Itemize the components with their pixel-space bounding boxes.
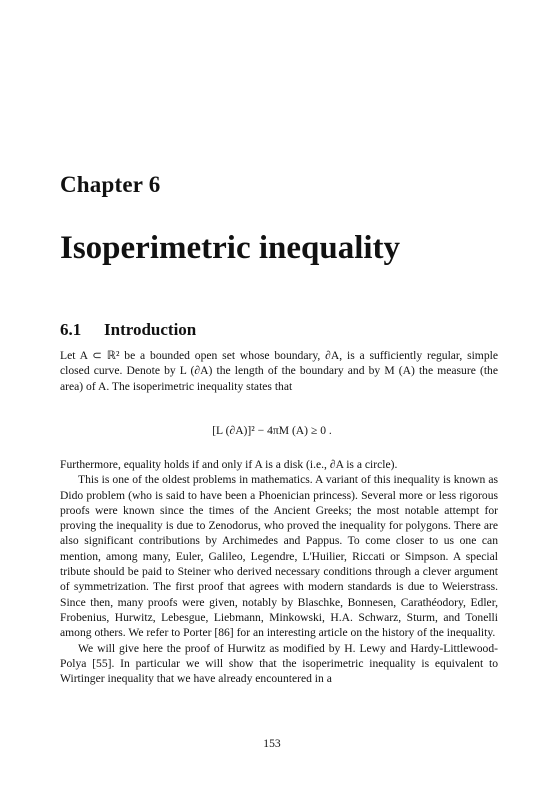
section-number: 6.1	[60, 320, 82, 339]
paragraph-body	[60, 457, 498, 686]
paragraph-definition: Let A ⊂ ℝ² be a bounded open set whose boundary, ∂A, is a sufficiently regular, simple closed curve. Denote by L (∂A) the length of the boundary and by M (A) the measure (the area) of A. The isoperimetric inequality states that	[60, 349, 498, 393]
chapter-title: Isoperimetric inequality	[60, 230, 401, 266]
paragraph-intro	[60, 348, 498, 394]
paragraph-hurwitz: We will give here the proof of Hurwitz as modified by H. Lewy and Hardy-Littlewood-Polya [55]. In particular we will show that the isoperimetric inequality is equivalent to Wirtinger inequality that we have already encountered in a	[60, 641, 498, 686]
section-heading	[60, 320, 196, 340]
page-number: 153	[263, 737, 281, 750]
chapter-label: Chapter 6	[60, 172, 161, 197]
paragraph-history: This is one of the oldest problems in mathematics. A variant of this inequality is known as Dido problem (who is said to have been a Phoenician princess). Several more or less rigorous proofs were known since the times of the Ancient Greeks; the most notable attempt for proving the inequality is due to Zenodorus, who proved the inequality for polygons. There are also significant contributions by Archimedes and Pappus. To come closer to us one can mention, among many, Euler, Galileo, Legendre, L'Huilier, Riccati or Simpson. A special tribute should be paid to Steiner who derived necessary conditions through a clever argument of symmetrization. The first proof that agrees with modern standards is due to Weierstrass. Since then, many proofs were given, notably by Blaschke, Bonnesen, Carathéodory, Edler, Frobenius, Hurwitz, Lebesgue, Liebmann, Minkowski, H.A. Schwarz, Sturm, and Tonelli among others. We refer to Porter [86] for an interesting article on the history of the inequality.	[60, 473, 498, 640]
section-title: Introduction	[104, 320, 197, 339]
isoperimetric-equation: [L (∂A)]² − 4πM (A) ≥ 0 .	[212, 424, 332, 437]
paragraph-equality: Furthermore, equality holds if and only if A is a disk (i.e., ∂A is a circle).	[60, 458, 398, 471]
